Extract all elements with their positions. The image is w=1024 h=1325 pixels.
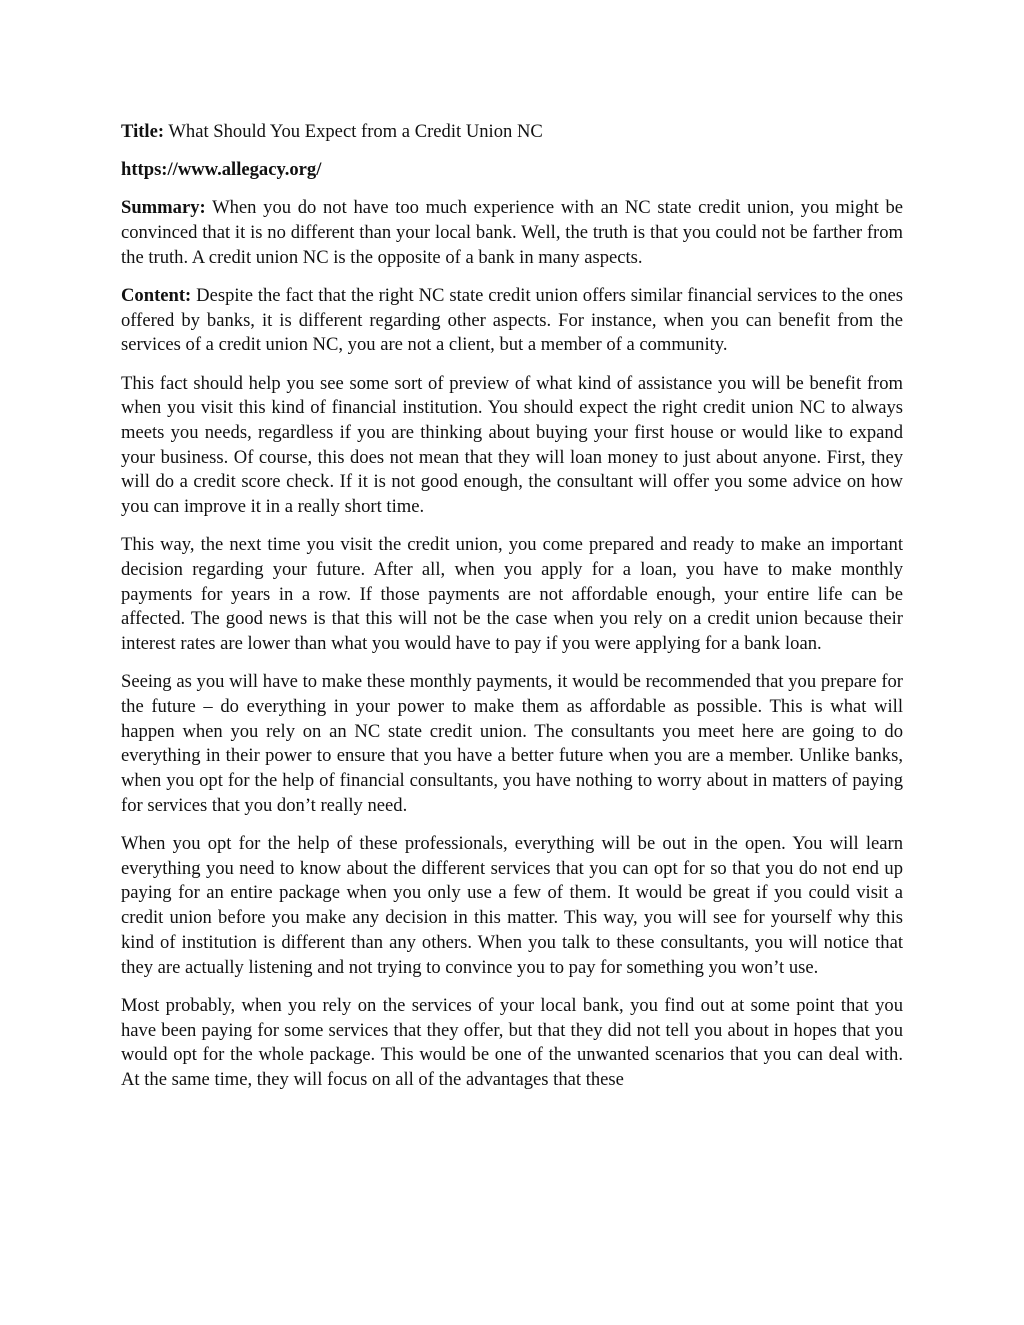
body-paragraph: Most probably, when you rely on the services of your local bank, you find out at some point that you have been paying for some services that they offer, but that they did not tell you about in hopes that you would opt for the whole package. This would be one of the unwanted scenarios that you can deal with. At the same time, they will focus on all of the advantages that these [121,994,903,1090]
document-title: What Should You Expect from a Credit Union NC [168,121,543,142]
summary-label: Summary: [121,197,206,219]
content-text: Despite the fact that the right NC state credit union offers similar financial services to the ones offered by banks, it is different regarding other aspects. For instance, when you can benefit from the services of a credit union NC, you are not a client, but a member of a community. [121,285,904,356]
content-label: Content: [121,285,192,307]
source-url[interactable]: https://www.allegacy.org/ [121,159,322,181]
body-paragraph: When you opt for the help of these professionals, everything will be out in the open. You will learn everything you need to know about the different services that you can opt for so that you do not end up paying for an entire package when you only use a few of them. It would be great if you could visit a credit union before you make any decision in this matter. This way, you will see for yourself why this kind of institution is different than any others. When you talk to these consultants, you will notice that they are actually listening and not trying to convince you to pay for something you won’t use. [121,833,903,978]
body-paragraph: This fact should help you see some sort of preview of what kind of assistance you will be benefit from when you visit this kind of financial institution. You should expect the right credit union NC to always meets you needs, regardless if you are thinking about buying your first house or would like to expand your business. Of course, this does not mean that they will loan money to just about anyone. First, they will do a credit score check. If it is not good enough, the consultant will offer you some advice on how you can improve it in a really short time. [121,372,903,518]
title-label: Title: [121,121,165,142]
document-page [121,120,903,1106]
body-paragraph: This way, the next time you visit the credit union, you come prepared and ready to make an important decision regarding your future. After all, when you apply for a loan, you have to make monthly payments for years in a row. If those payments are not affordable enough, your entire life can be affected. The good news is that this will not be the case when you rely on a credit union because their interest rates are lower than what you would have to pay if you were applying for a bank loan. [121,534,903,655]
source-url-line [121,158,903,183]
content-paragraph [121,284,903,358]
title-line [121,120,903,145]
summary-text: When you do not have too much experience with an NC state credit union, you might be convinced that it is no different than your local bank. Well, the truth is that you could not be farther from the truth. A credit union NC is the opposite of a bank in many aspects. [121,197,903,268]
summary-paragraph [121,196,903,270]
body-paragraph: Seeing as you will have to make these monthly payments, it would be recommended that you prepare for the future – do everything in your power to make them as affordable as possible. This is what will happen when you rely on an NC state credit union. The consultants you meet here are going to do everything in their power to ensure that you have a better future when you are a member. Unlike banks, when you opt for the help of financial consultants, you have nothing to worry about in matters of paying for services that you don’t really need. [121,671,903,816]
